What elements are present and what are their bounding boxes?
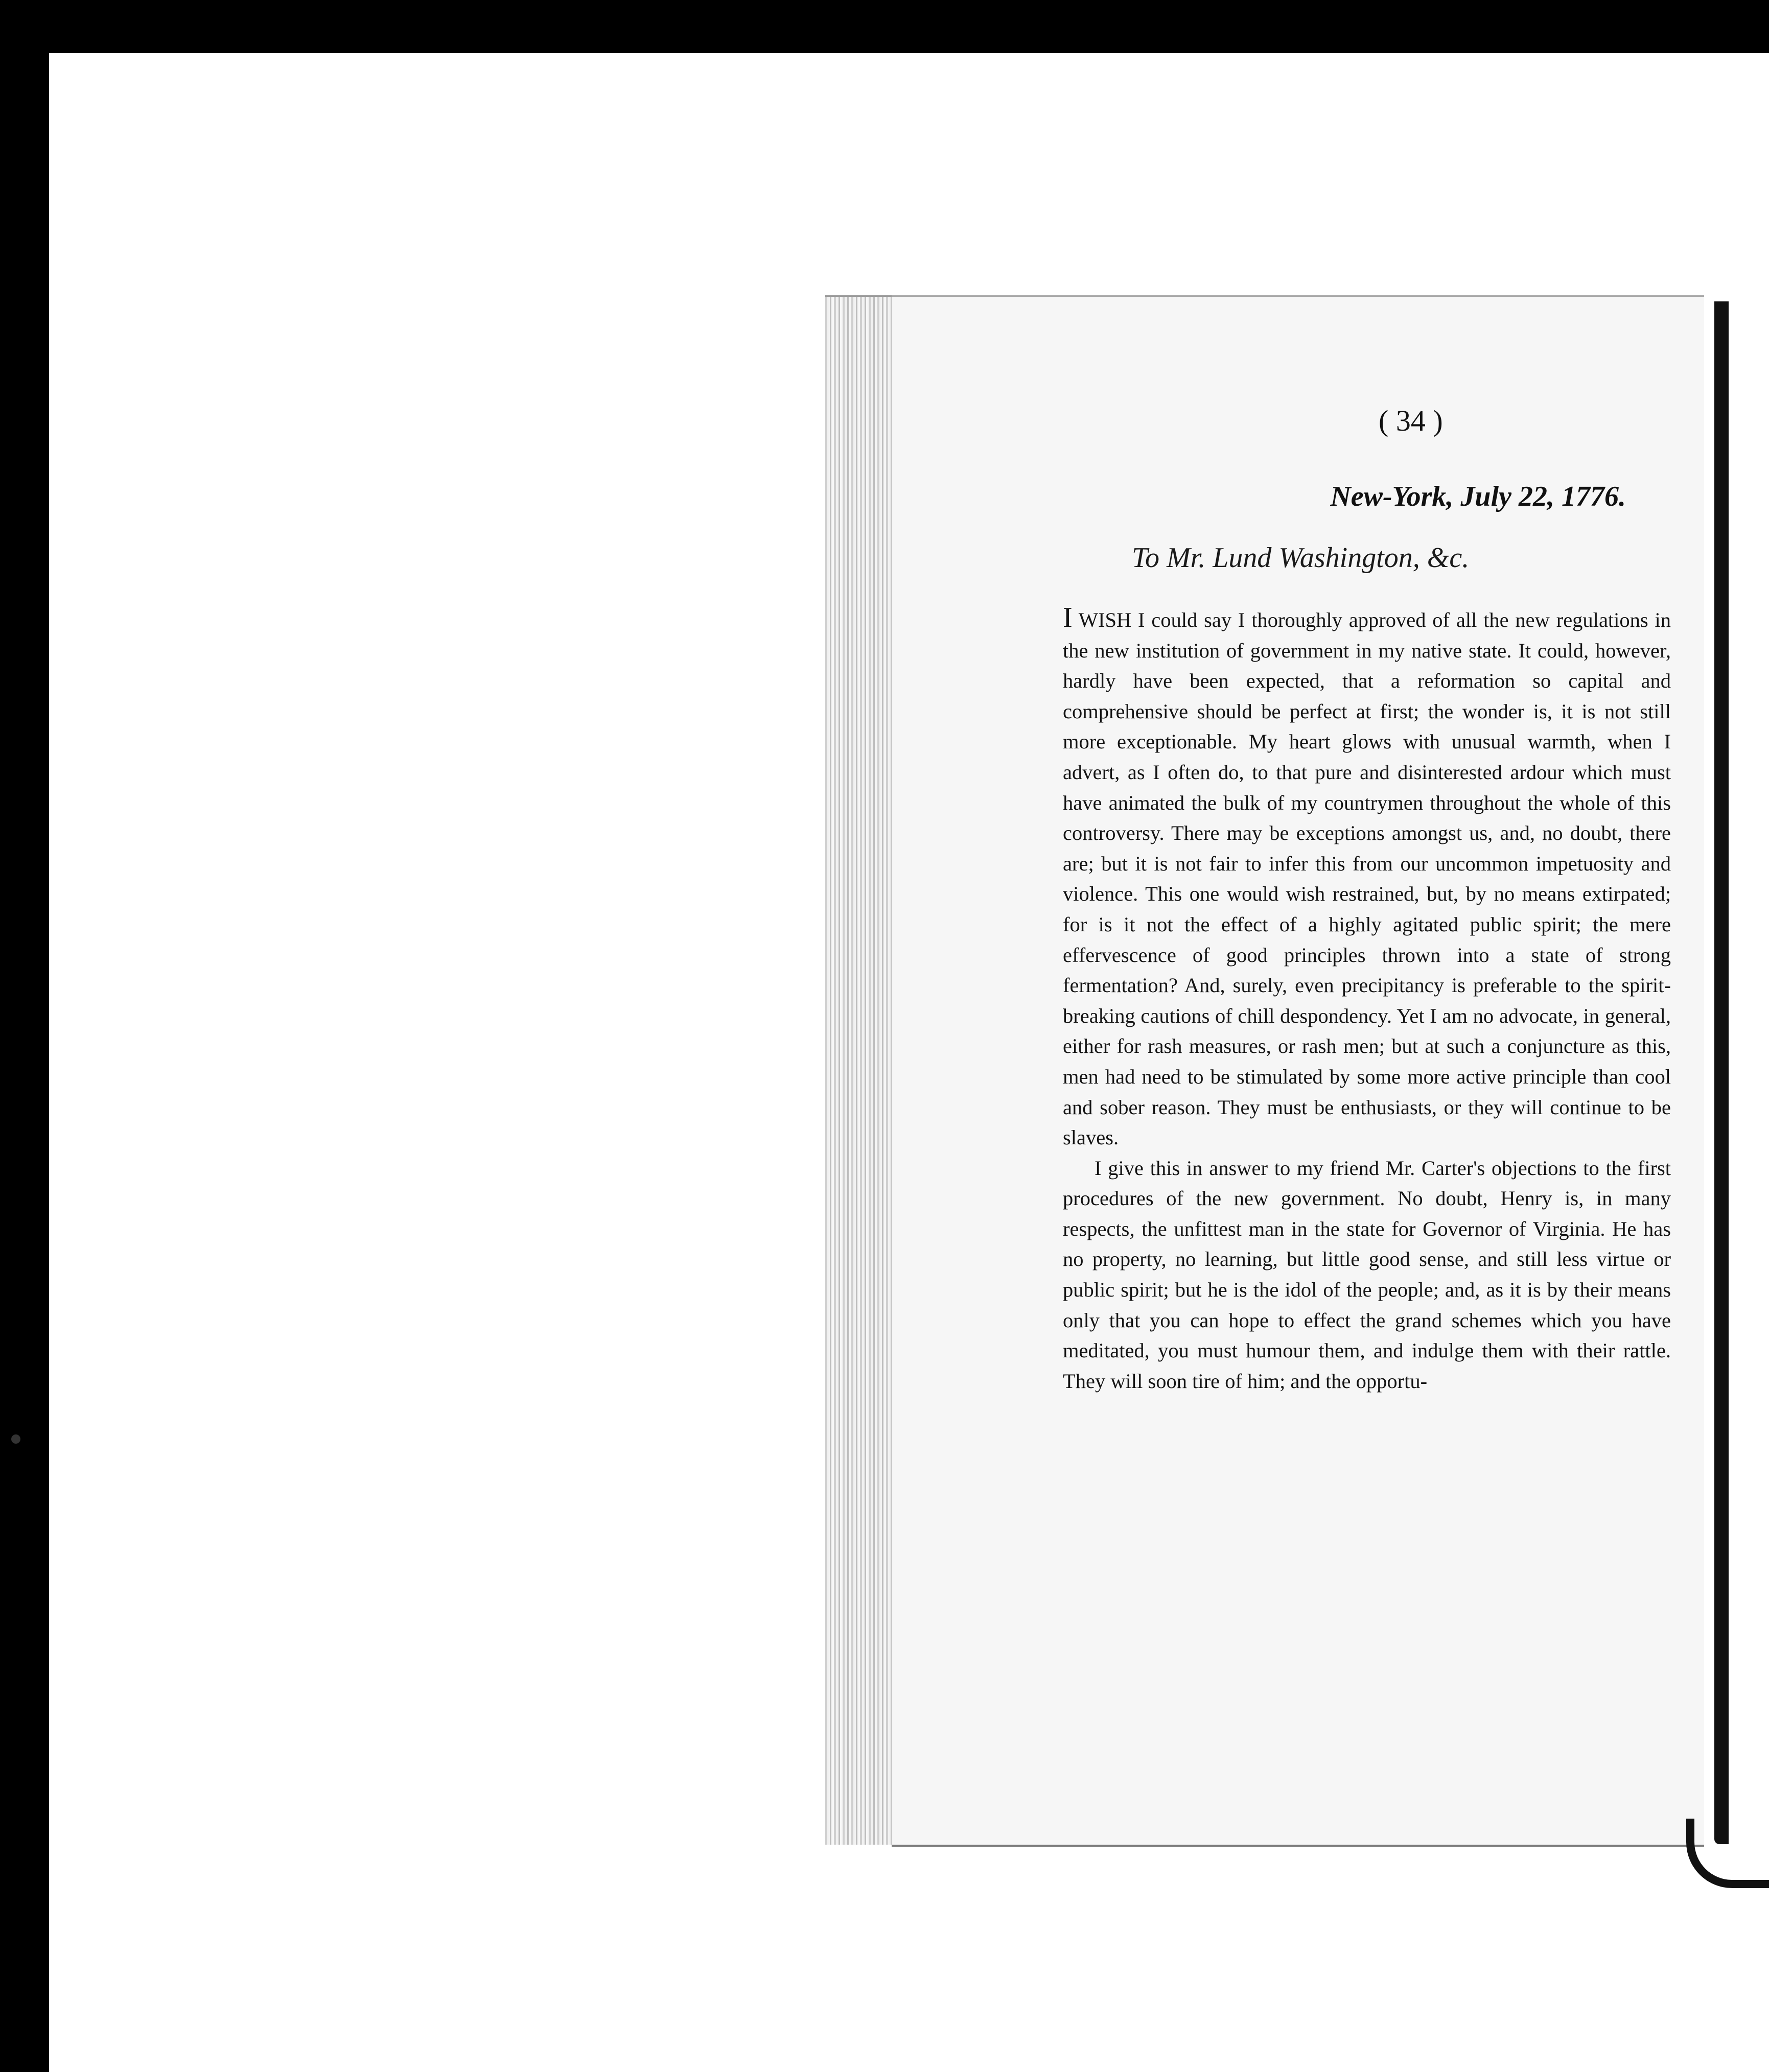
letter-paragraph: I WISH I could say I thoroughly approved of all the new regulations in the new institution of government in my native state. It could, however, hardly have been expected, that a reformation so capital and comprehensive should be perfect at first; the wonder is, it is not still more exceptionable. My heart glows with unusual warmth, when I advert, as I often do, to that pure and disinterested ardour which must have animated the bulk of my countrymen throughout the whole of this controversy. There may be exceptions amongst us, and, no doubt, there are; but it is not fair to infer this from our uncommon impetuosity and violence. This one would wish restrained, but, by no means extirpated; for is it not the effect of a highly agitated public spirit; the mere effervescence of good principles thrown into a state of strong fermentation? And, surely, even precipitancy is preferable to the spirit-breaking cautions of chill despondency. Yet I am no advocate, in general, either for rash measures, or rash men; but at such a conjuncture as this, men had need to be stimulated by some more active principle than cool and sober reason. They must be enthusiasts, or they will continue to be slaves. <box>1063 602 1671 1149</box>
facing-page-edge <box>1714 301 1729 1844</box>
letter-salutation: To Mr. Lund Washington, &c. <box>1132 542 1470 574</box>
scan-smudge <box>11 1434 20 1444</box>
letter-paragraph: I give this in answer to my friend Mr. Carter's objections to the first procedures of the new government. No doubt, Henry is, in many respects, the unfittest man in the state for Governor of Virginia. He has no property, no learning, but little good sense, and still less virtue or public spirit; but he is the idol of the people; and, as it is by their means only that you can hope to effect the grand schemes which you have meditated, you must humour them, and indulge them with their rattle. They will soon tire of him; and the opportu- <box>1063 1156 1671 1393</box>
page-number: ( 34 ) <box>1379 404 1443 437</box>
book-page-edges <box>825 295 894 1845</box>
letter-body <box>1063 603 1671 1396</box>
letter-dateline: New-York, July 22, 1776. <box>1330 481 1626 512</box>
